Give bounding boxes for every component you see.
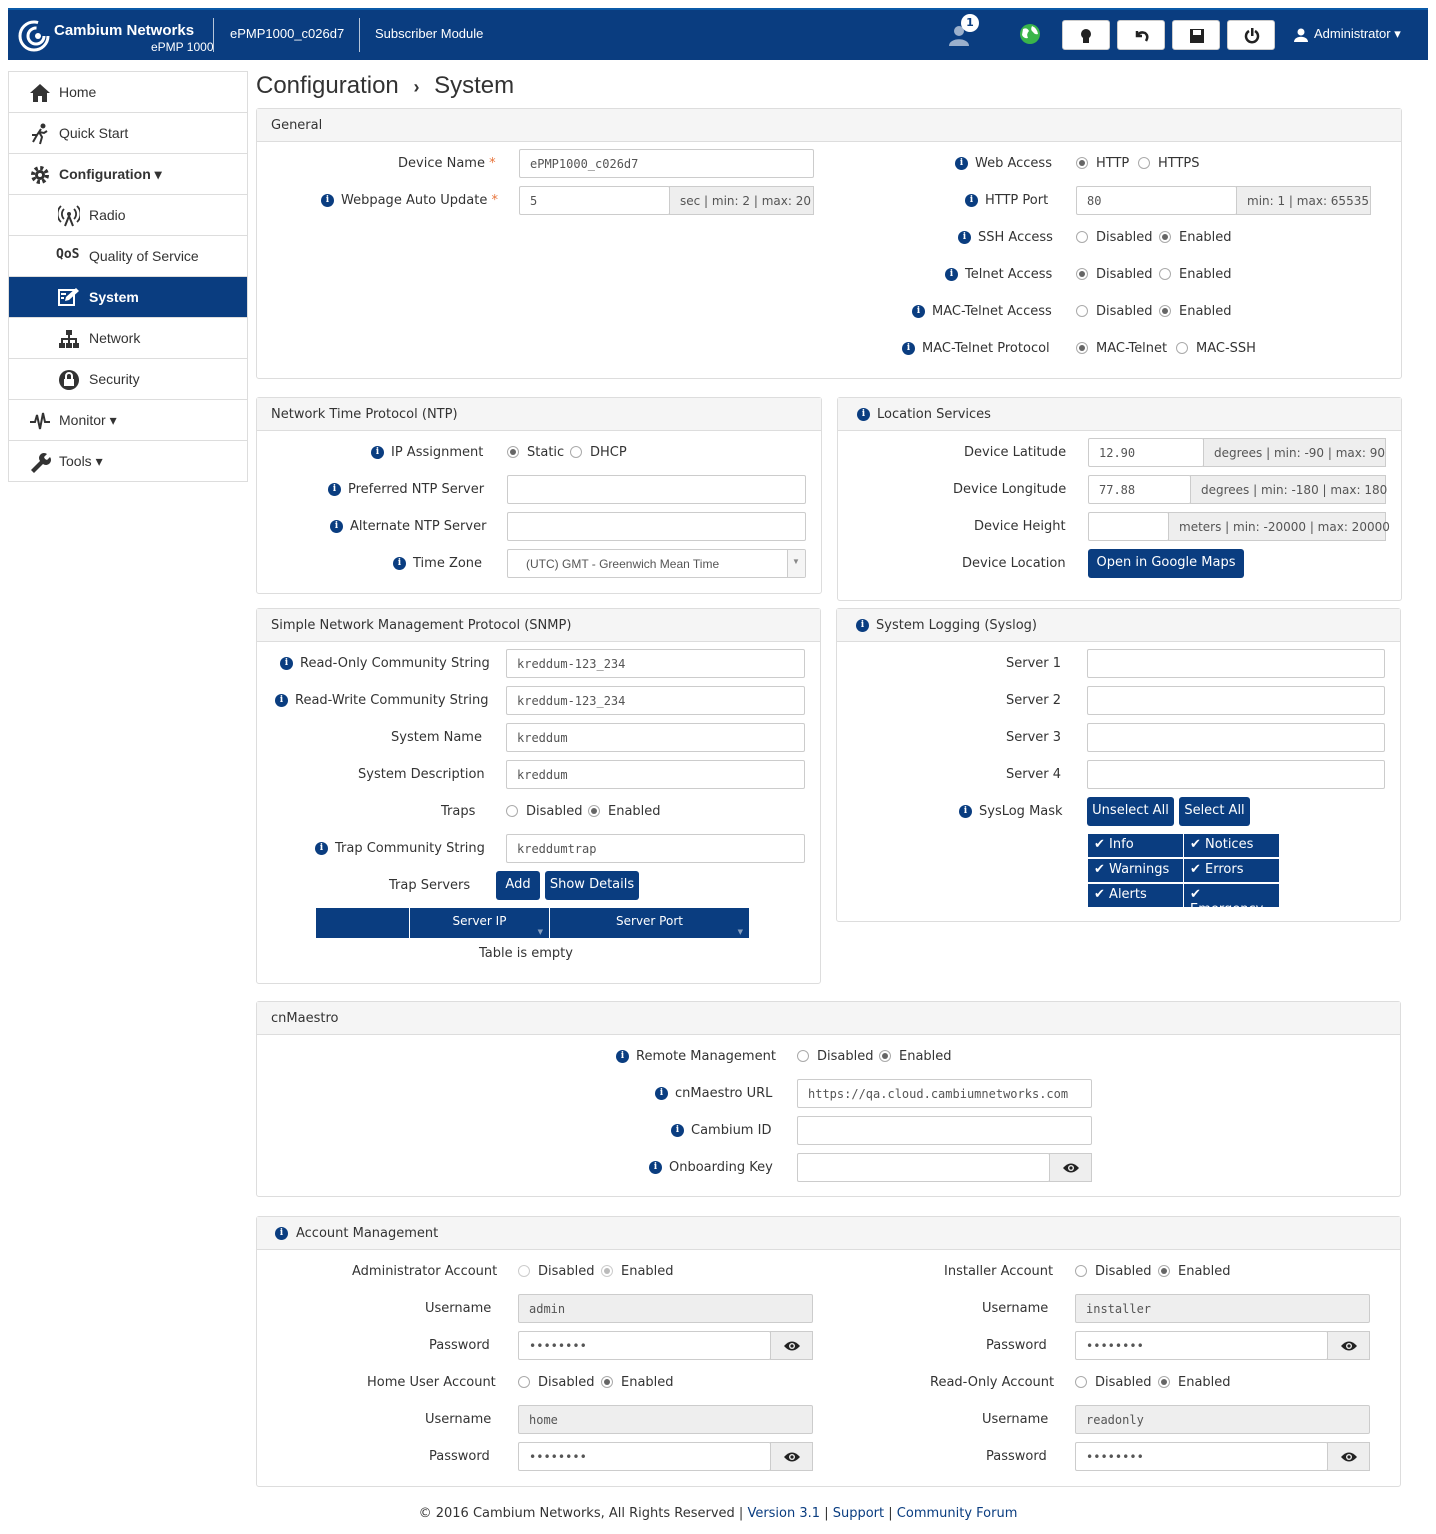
disabled-label: Disabled — [1095, 1264, 1152, 1279]
username-label: Username — [425, 1412, 492, 1427]
auto-update-label — [341, 193, 498, 208]
device-name-display: ePMP1000_c026d7 — [230, 26, 345, 41]
longitude-input[interactable]: 77.88 — [1088, 475, 1191, 504]
power-icon — [1244, 28, 1260, 44]
https-option-label: HTTPS — [1158, 156, 1200, 171]
password-label: Password — [986, 1338, 1047, 1353]
sidebar-item-quick-start[interactable] — [9, 113, 247, 154]
info-icon[interactable]: i — [616, 1050, 629, 1063]
ntp-static-radio[interactable] — [507, 446, 519, 458]
syslog-server-label: Server 2 — [1006, 693, 1062, 708]
info-icon[interactable]: i — [393, 557, 406, 570]
column-header-server-ip[interactable] — [410, 908, 550, 938]
telnet-access-label: Telnet Access — [965, 267, 1053, 282]
home-username-input: home — [518, 1405, 813, 1434]
qos-icon: QoS — [56, 247, 80, 262]
disabled-label: Disabled — [1096, 267, 1153, 282]
installer-enabled-radio[interactable] — [1158, 1265, 1170, 1277]
separator: | — [888, 1506, 893, 1521]
mask-label: Alerts — [1109, 887, 1147, 902]
info-icon[interactable]: i — [856, 619, 869, 632]
disabled-label: Disabled — [538, 1264, 595, 1279]
table-header — [316, 908, 410, 938]
height-label: Device Height — [974, 519, 1066, 534]
rw-community-input[interactable]: kreddum-123_234 — [506, 686, 805, 715]
required-mark: * — [491, 193, 498, 208]
disabled-label: Disabled — [1095, 1375, 1152, 1390]
sidebar-item-label: Quality of Service — [89, 248, 199, 264]
breadcrumb-system: System — [434, 72, 515, 99]
separator: | — [824, 1506, 829, 1521]
height-addon: meters | min: -20000 | max: 20000 — [1168, 512, 1386, 541]
sidebar-item-monitor[interactable] — [9, 400, 247, 441]
mask-errors-toggle[interactable] — [1183, 858, 1280, 883]
admin-disabled-radio — [518, 1265, 530, 1277]
http-port-addon: min: 1 | max: 65535 — [1236, 186, 1371, 215]
telnet-enabled-radio[interactable] — [1159, 268, 1171, 280]
mask-alerts-toggle[interactable] — [1087, 883, 1184, 908]
wrench-icon — [29, 451, 51, 473]
longitude-label: Device Longitude — [953, 482, 1067, 497]
undo-button[interactable] — [1117, 20, 1165, 50]
syslog-server-1-input[interactable] — [1087, 649, 1385, 678]
web-access-https-radio[interactable] — [1138, 157, 1150, 169]
password-label: Password — [986, 1449, 1047, 1464]
telnet-disabled-radio[interactable] — [1076, 268, 1088, 280]
copyright: © 2016 Cambium Networks, All Rights Reserved — [418, 1506, 735, 1521]
sidebar-item-home[interactable] — [9, 72, 247, 113]
eye-icon — [784, 1340, 800, 1352]
time-zone-label: Time Zone — [413, 556, 483, 571]
column-label: Server IP — [452, 914, 507, 928]
enabled-label: Enabled — [621, 1375, 674, 1390]
preferred-ntp-label: Preferred NTP Server — [348, 482, 485, 497]
cnmaestro-url-input[interactable]: https://qa.cloud.cambiumnetworks.com — [797, 1079, 1092, 1108]
sidebar-item-qos[interactable] — [9, 236, 247, 277]
enabled-label: Enabled — [1179, 267, 1232, 282]
traps-label: Traps — [441, 804, 476, 819]
syslog-server-label: Server 1 — [1006, 656, 1062, 671]
readonly-account-label: Read-Only Account — [930, 1375, 1055, 1390]
panel-title: Network Time Protocol (NTP) — [257, 398, 821, 431]
installer-disabled-radio[interactable] — [1075, 1265, 1087, 1277]
show-key-button[interactable] — [1049, 1153, 1092, 1182]
sidebar-item-label: Home — [59, 84, 97, 100]
show-password-button[interactable] — [1327, 1442, 1370, 1471]
home-user-account-label: Home User Account — [367, 1375, 496, 1390]
info-icon[interactable]: i — [902, 342, 915, 355]
mactelnet-disabled-radio[interactable] — [1076, 305, 1088, 317]
syslog-server-2-input[interactable] — [1087, 686, 1385, 715]
panel-title: System Logging (Syslog) — [837, 609, 1400, 642]
disabled-label: Disabled — [526, 804, 583, 819]
sort-icon: ▼ — [737, 928, 743, 936]
panel-title: Simple Network Management Protocol (SNMP) — [257, 609, 820, 642]
pulse-icon — [29, 410, 51, 432]
user-menu[interactable]: Administrator ▾ — [1314, 26, 1401, 41]
info-icon[interactable]: i — [275, 694, 288, 707]
page-title — [256, 72, 514, 100]
info-icon[interactable]: i — [330, 520, 343, 533]
system-description-input[interactable]: kreddum — [506, 760, 805, 789]
enabled-label: Enabled — [899, 1049, 952, 1064]
sidebar-item-configuration[interactable] — [9, 154, 247, 195]
identify-button[interactable] — [1062, 20, 1110, 50]
column-label: Server Port — [616, 914, 683, 928]
traps-enabled-radio[interactable] — [588, 805, 600, 817]
column-header-server-port[interactable] — [550, 908, 749, 938]
system-name-input[interactable]: kreddum — [506, 723, 805, 752]
info-icon[interactable]: i — [958, 231, 971, 244]
eye-icon — [1341, 1340, 1357, 1352]
disabled-label: Disabled — [538, 1375, 595, 1390]
unselect-all-button[interactable]: Unselect All — [1087, 797, 1174, 826]
info-icon[interactable]: i — [955, 157, 968, 170]
sidebar-item-label: Quick Start — [59, 125, 129, 141]
sidebar-item-configuration-label: Configuration ▾ — [59, 166, 162, 182]
onboarding-key-label: Onboarding Key — [669, 1160, 773, 1175]
mask-label: Errors — [1205, 862, 1244, 877]
label-text: Webpage Auto Update — [341, 193, 488, 208]
admin-password-input[interactable]: •••••••• — [518, 1331, 771, 1360]
chevron-down-icon: ▼ — [787, 550, 805, 577]
home-enabled-radio[interactable] — [601, 1376, 613, 1388]
password-label: Password — [429, 1449, 490, 1464]
username-label: Username — [425, 1301, 492, 1316]
version-link[interactable]: Version 3.1 — [747, 1506, 821, 1521]
show-password-button[interactable] — [770, 1331, 813, 1360]
sidebar-item-label: Radio — [89, 207, 126, 223]
info-icon[interactable]: i — [371, 446, 384, 459]
notification-badge[interactable]: 1 — [961, 14, 979, 32]
globe-icon[interactable] — [1018, 22, 1042, 46]
network-icon — [58, 328, 80, 350]
time-zone-select[interactable] — [507, 549, 806, 578]
info-icon[interactable]: i — [945, 268, 958, 281]
info-icon[interactable]: i — [857, 408, 870, 421]
sidebar-item-radio[interactable] — [9, 195, 247, 236]
ssh-access-label: SSH Access — [978, 230, 1053, 245]
sidebar-item-label: Tools — [59, 453, 92, 469]
web-access-label: Web Access — [975, 156, 1052, 171]
brand-name: Cambium Networks — [54, 22, 195, 39]
divider — [213, 18, 214, 52]
info-icon[interactable]: i — [655, 1087, 668, 1100]
separator: | — [738, 1506, 744, 1521]
panel-title: General — [257, 109, 1401, 142]
mac-ssh-option-label: MAC-SSH — [1196, 341, 1256, 356]
enabled-label: Enabled — [621, 1264, 674, 1279]
time-zone-value: (UTC) GMT - Greenwich Mean Time — [526, 557, 720, 571]
username-label: Username — [982, 1301, 1049, 1316]
check-icon: ✔ — [1190, 887, 1201, 902]
sidebar-item-label: Network — [89, 330, 141, 346]
mask-label: Info — [1109, 837, 1134, 852]
mask-emergency-toggle[interactable] — [1183, 883, 1280, 917]
show-password-button[interactable] — [770, 1442, 813, 1471]
trap-community-input[interactable]: kreddumtrap — [506, 834, 805, 863]
sidebar-item-label: Monitor — [59, 412, 106, 428]
panel-title: cnMaestro — [257, 1002, 1400, 1035]
user-name: Administrator — [1314, 26, 1391, 41]
eye-icon — [1341, 1451, 1357, 1463]
trap-servers-label: Trap Servers — [389, 878, 471, 893]
community-forum-link[interactable]: Community Forum — [896, 1506, 1018, 1521]
cambium-id-label: Cambium ID — [691, 1123, 772, 1138]
http-port-label: HTTP Port — [985, 193, 1049, 208]
edit-icon — [58, 287, 80, 309]
home-disabled-radio[interactable] — [518, 1376, 530, 1388]
auto-update-addon: sec | min: 2 | max: 20 — [669, 186, 814, 215]
system-name-label: System Name — [391, 730, 482, 745]
eye-icon — [1063, 1162, 1079, 1174]
info-icon[interactable]: i — [315, 842, 328, 855]
syslog-server-label: Server 4 — [1006, 767, 1062, 782]
support-link[interactable]: Support — [832, 1506, 885, 1521]
readonly-disabled-radio[interactable] — [1075, 1376, 1087, 1388]
disabled-label: Disabled — [1096, 304, 1153, 319]
lightbulb-icon — [1079, 28, 1093, 44]
check-icon: ✔ — [1094, 862, 1105, 877]
device-name-input[interactable]: ePMP1000_c026d7 — [519, 149, 814, 178]
radio-tower-icon — [58, 205, 80, 227]
mac-telnet-option-label: MAC-Telnet — [1096, 341, 1168, 356]
mask-label: Warnings — [1109, 862, 1170, 877]
sidebar-item-security[interactable] — [9, 359, 247, 400]
info-icon[interactable]: i — [959, 805, 972, 818]
syslog-server-3-input[interactable] — [1087, 723, 1385, 752]
sidebar-item-system[interactable] — [9, 277, 247, 318]
trap-community-label: Trap Community String — [335, 841, 485, 856]
alternate-ntp-input[interactable] — [507, 512, 806, 541]
sidebar-item-label: System — [89, 289, 139, 305]
admin-enabled-radio — [601, 1265, 613, 1277]
breadcrumb-configuration[interactable]: Configuration — [256, 72, 399, 99]
panel-title: Location Services — [838, 398, 1401, 431]
info-icon[interactable]: i — [275, 1227, 288, 1240]
http-option-label: HTTP — [1096, 156, 1130, 171]
system-description-label: System Description — [358, 767, 485, 782]
cnmaestro-url-label: cnMaestro URL — [675, 1086, 773, 1101]
table-empty-text: Table is empty — [479, 946, 573, 961]
user-icon — [1294, 28, 1308, 42]
info-icon[interactable]: i — [965, 194, 978, 207]
dhcp-option-label: DHCP — [590, 445, 627, 460]
alternate-ntp-label: Alternate NTP Server — [350, 519, 487, 534]
device-name-label — [398, 156, 496, 171]
rw-community-label: Read-Write Community String — [295, 693, 489, 708]
enabled-label: Enabled — [1178, 1375, 1231, 1390]
preferred-ntp-input[interactable] — [507, 475, 806, 504]
device-location-label: Device Location — [962, 556, 1066, 571]
enabled-label: Enabled — [1179, 230, 1232, 245]
panel-title: Account Management — [257, 1217, 1400, 1250]
mask-warnings-toggle[interactable] — [1087, 858, 1184, 883]
mac-telnet-access-label: MAC-Telnet Access — [932, 304, 1052, 319]
readonly-password-input[interactable]: •••••••• — [1075, 1442, 1328, 1471]
readonly-username-input: readonly — [1075, 1405, 1370, 1434]
syslog-server-label: Server 3 — [1006, 730, 1062, 745]
readonly-enabled-radio[interactable] — [1158, 1376, 1170, 1388]
home-icon — [29, 82, 51, 104]
home-password-input[interactable]: •••••••• — [518, 1442, 771, 1471]
onboarding-key-input[interactable] — [797, 1153, 1050, 1182]
sidebar-item-tools-label: Tools ▾ — [59, 453, 103, 469]
disabled-label: Disabled — [1096, 230, 1153, 245]
ntp-dhcp-radio[interactable] — [570, 446, 582, 458]
top-navbar — [8, 8, 1428, 60]
info-icon[interactable]: i — [280, 657, 293, 670]
info-icon[interactable]: i — [649, 1161, 662, 1174]
syslog-server-4-input[interactable] — [1087, 760, 1385, 789]
save-icon — [1189, 28, 1205, 44]
open-google-maps-button[interactable]: Open in Google Maps — [1088, 549, 1244, 578]
sidebar-item-tools[interactable] — [9, 441, 247, 482]
auto-update-input[interactable]: 5 — [519, 186, 670, 215]
latitude-input[interactable]: 12.90 — [1088, 438, 1204, 467]
enabled-label: Enabled — [608, 804, 661, 819]
traps-disabled-radio[interactable] — [506, 805, 518, 817]
http-port-input[interactable]: 80 — [1076, 186, 1237, 215]
password-label: Password — [429, 1338, 490, 1353]
ro-community-label: Read-Only Community String — [300, 656, 490, 671]
remote-management-label: Remote Management — [636, 1049, 776, 1064]
add-trap-server-button[interactable]: Add — [496, 871, 540, 900]
cambium-logo-icon — [18, 20, 50, 52]
label-text: Device Name — [398, 156, 485, 171]
cambium-logo[interactable] — [18, 16, 218, 56]
enabled-label: Enabled — [1179, 304, 1232, 319]
mactelnet-enabled-radio[interactable] — [1159, 305, 1171, 317]
breadcrumb-separator: › — [413, 77, 420, 97]
admin-username-input: admin — [518, 1294, 813, 1323]
installer-password-input[interactable]: •••••••• — [1075, 1331, 1328, 1360]
installer-username-input: installer — [1075, 1294, 1370, 1323]
enabled-label: Enabled — [1178, 1264, 1231, 1279]
ssh-enabled-radio[interactable] — [1159, 231, 1171, 243]
latitude-label: Device Latitude — [964, 445, 1067, 460]
info-icon[interactable]: i — [912, 305, 925, 318]
mac-telnet-radio[interactable] — [1076, 342, 1088, 354]
info-icon[interactable]: i — [321, 194, 334, 207]
product-name: ePMP 1000 — [151, 40, 214, 54]
mask-notices-toggle[interactable] — [1183, 833, 1280, 858]
mask-label: Notices — [1205, 837, 1254, 852]
web-access-http-radio[interactable] — [1076, 157, 1088, 169]
syslog-mask-label: SysLog Mask — [979, 804, 1063, 819]
check-icon: ✔ — [1190, 837, 1201, 852]
running-person-icon — [29, 123, 51, 145]
static-option-label: Static — [527, 445, 565, 460]
mask-info-toggle[interactable] — [1087, 833, 1184, 858]
device-mode: Subscriber Module — [375, 26, 484, 41]
admin-account-label: Administrator Account — [352, 1264, 498, 1279]
select-all-button[interactable]: Select All — [1179, 797, 1250, 826]
cambium-id-input[interactable] — [797, 1116, 1092, 1145]
eye-icon — [784, 1451, 800, 1463]
footer — [0, 1506, 1436, 1521]
remote-disabled-radio[interactable] — [797, 1050, 809, 1062]
mask-label: Emergency — [1190, 902, 1264, 917]
ip-assignment-label: IP Assignment — [391, 445, 484, 460]
show-password-button[interactable] — [1327, 1331, 1370, 1360]
check-icon: ✔ — [1094, 887, 1105, 902]
sidebar-item-monitor-label: Monitor ▾ — [59, 412, 117, 428]
sidebar-item-label: Security — [89, 371, 140, 387]
show-details-button[interactable]: Show Details — [545, 871, 639, 900]
remote-enabled-radio[interactable] — [879, 1050, 891, 1062]
sidebar-item-label: Configuration — [59, 166, 151, 182]
required-mark: * — [489, 156, 496, 171]
undo-icon — [1134, 28, 1150, 44]
sidebar — [8, 71, 248, 482]
divider — [359, 18, 360, 52]
info-icon[interactable]: i — [671, 1124, 684, 1137]
save-button[interactable] — [1172, 20, 1220, 50]
latitude-addon: degrees | min: -90 | max: 90 — [1203, 438, 1386, 467]
mac-ssh-radio[interactable] — [1176, 342, 1188, 354]
sidebar-item-network[interactable] — [9, 318, 247, 359]
info-icon[interactable]: i — [328, 483, 341, 496]
check-icon: ✔ — [1190, 862, 1201, 877]
disabled-label: Disabled — [817, 1049, 874, 1064]
longitude-addon: degrees | min: -180 | max: 180 — [1190, 475, 1386, 504]
gear-icon — [29, 164, 51, 186]
username-label: Username — [982, 1412, 1049, 1427]
check-icon: ✔ — [1094, 837, 1105, 852]
ssh-disabled-radio[interactable] — [1076, 231, 1088, 243]
lock-icon — [58, 369, 80, 391]
ro-community-input[interactable]: kreddum-123_234 — [506, 649, 805, 678]
reboot-button[interactable] — [1227, 20, 1275, 50]
mac-telnet-protocol-label: MAC-Telnet Protocol — [922, 341, 1050, 356]
installer-account-label: Installer Account — [944, 1264, 1054, 1279]
height-input[interactable] — [1088, 512, 1169, 541]
sort-icon: ▼ — [537, 928, 543, 936]
